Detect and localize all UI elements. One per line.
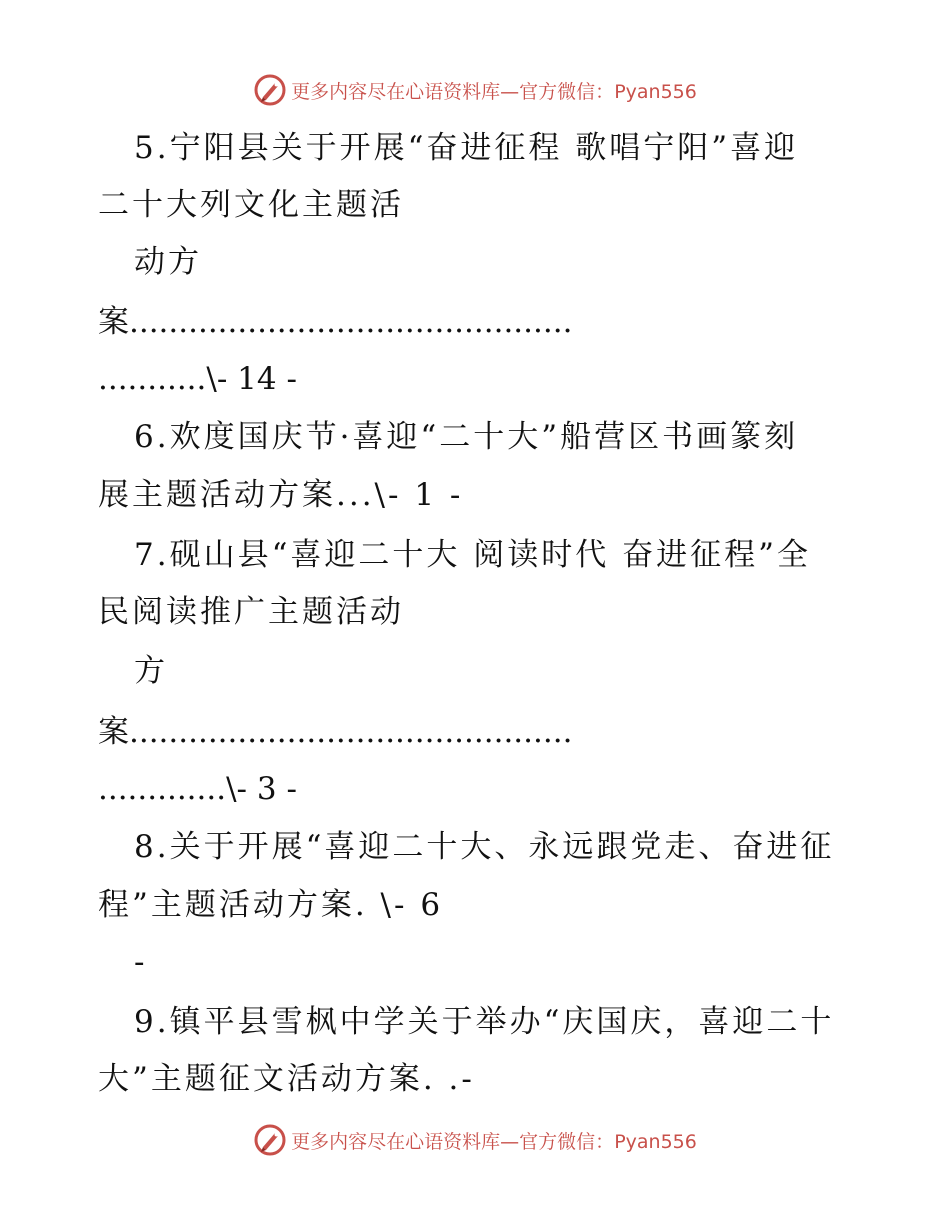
toc-item-8-line-1: 8.关于开展“喜迎二十大、永远跟党走、奋进征 <box>134 829 835 865</box>
toc-item-5-line-3: 动方 <box>134 244 202 280</box>
toc-item-5-line-1: 5.宁阳县关于开展“奋进征程 歌唱宁阳”喜迎 <box>134 130 799 166</box>
footer-official-label: 官方微信： <box>519 1130 615 1153</box>
toc-item-5-line-5: ...........\- 14 - <box>98 361 297 397</box>
toc-item-5-line-4: 案............................................. <box>98 304 573 340</box>
toc-item-6-line-1: 6.欢度国庆节·喜迎“二十大”船营区书画篆刻 <box>134 419 799 455</box>
toc-item-9-line-1: 9.镇平县雪枫中学关于举办“庆国庆，喜迎二十 <box>134 1004 835 1040</box>
header-brand-text: 更多内容尽在心语资料库 <box>291 80 501 103</box>
footer-watermark-banner <box>0 1120 950 1160</box>
toc-item-8-line-2: 程”主题活动方案. \- 6 <box>98 887 444 923</box>
header-separator: — <box>500 80 520 103</box>
toc-item-7-line-4: 案............................................. <box>98 714 573 750</box>
header-official-label: 官方微信： <box>519 80 615 103</box>
pen-logo-icon <box>253 1123 287 1157</box>
footer-brand-text: 更多内容尽在心语资料库 <box>291 1130 501 1153</box>
header-wechat-id: Pyan556 <box>614 80 697 103</box>
footer-watermark-text <box>291 1127 697 1154</box>
toc-item-6-line-2: 展主题活动方案...\- 1 - <box>98 477 464 513</box>
toc-item-8-line-3: - <box>134 944 148 980</box>
toc-item-7-line-3: 方 <box>134 653 168 689</box>
toc-item-7-line-2: 民阅读推广主题活动 <box>98 594 404 630</box>
toc-item-5-line-2: 二十大列文化主题活 <box>98 187 404 223</box>
footer-separator: — <box>500 1130 520 1153</box>
footer-wechat-id: Pyan556 <box>614 1130 697 1153</box>
toc-item-7-line-5: .............\- 3 - <box>98 771 297 807</box>
toc-item-7-line-1: 7.砚山县“喜迎二十大 阅读时代 奋进征程”全 <box>134 537 811 573</box>
toc-item-9-line-2: 大”主题征文活动方案. .- <box>98 1061 475 1097</box>
